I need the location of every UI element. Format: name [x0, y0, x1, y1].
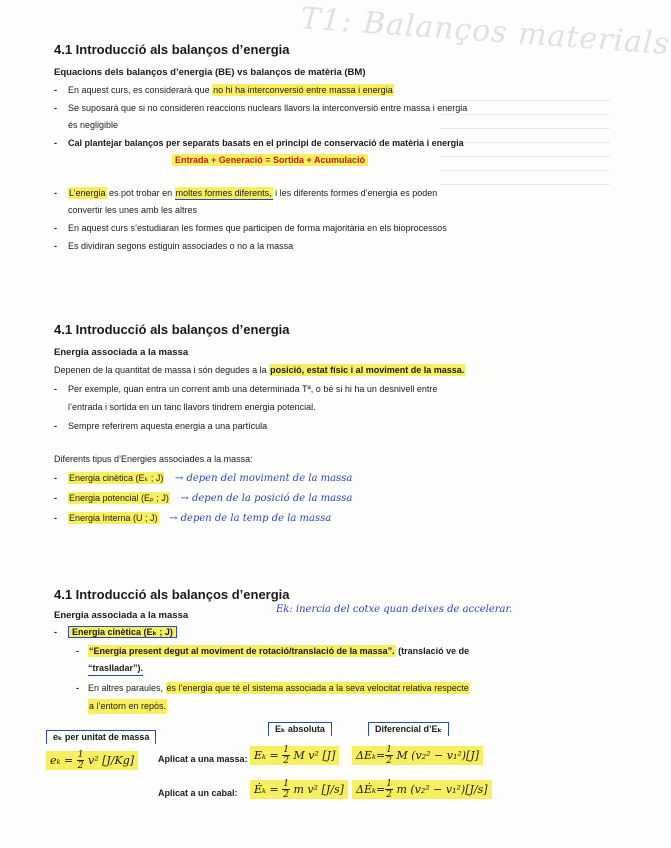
list-item: - L’energia es pot trobar en moltes formes diferents, i les diferents formes d’energia es poden convertir les unes amb les altres: [54, 187, 594, 217]
energy-type-potential: - Energia potencial (Eₚ ; J) → depen de la posició de la massa: [54, 492, 594, 505]
section-title: 4.1 Introducció als balanços d’energia: [54, 42, 290, 57]
section-intro-2: [54, 322, 594, 525]
formula-mass-differential: ΔEₖ= $\frac{1}{2}$ M (v₂² − v₁²)[J]: [352, 745, 483, 766]
section-intro-1: [54, 42, 594, 253]
sub-list-item: - En altres paraules, és l’energia que té el sistema associada a la seva velocitat relativa respecte a l’entorn en repòs.: [54, 682, 594, 714]
list-item: - Es dividiran segons estiguin associades o no a la massa: [54, 240, 594, 253]
list-item: - Per exemple, quan entra un corrent amb una determinada Tª, o bé si hi ha un desnivell entre l’entrada i sortida en un tanc llavors tindrem energia potencial.: [54, 383, 594, 414]
tab-label-absolute: Eₖ absoluta: [268, 722, 332, 736]
section-subtitle: Energia associada a la massa: [54, 610, 189, 621]
bleed-through-handwriting: T1: Balanços materials: [299, 1, 671, 62]
formula-unit-mass: eₖ = $\frac{1}{2}$ v² [J/Kg]: [46, 750, 138, 771]
label-applied-flow: Aplicat a un cabal:: [158, 788, 238, 798]
highlight: no hi ha interconversió entre massa i energia: [213, 85, 393, 95]
paragraph: Depenen de la quantitat de massa i són degudes a la posició, estat físic i al moviment de la massa.: [54, 365, 465, 375]
conservation-formula: Entrada + Generació = Sortida + Acumulació: [54, 154, 594, 167]
formula-flow-absolute: Ėₖ = $\frac{1}{2}$ m v² [J/s]: [250, 779, 348, 800]
list-item: - Se suposarà que si no consideren reaccions nuclears llavors la interconversió entre massa i energia és negligible: [54, 102, 594, 132]
section-subtitle: Equacions dels balanços d’energia (BE) vs balanços de matèria (BM): [54, 67, 366, 78]
section-title: 4.1 Introducció als balanços d’energia: [54, 587, 290, 602]
list-item: - Sempre referirem aquesta energia a una partícula: [54, 420, 594, 433]
handwritten-note: Ek: inercia del cotxe quan deixes de accelerar.: [276, 604, 513, 615]
tab-label-differential: Diferencial d’Eₖ: [368, 722, 449, 736]
formula-flow-differential: ΔĖₖ= $\frac{1}{2}$ m (v₂² − v₁²)[J/s]: [352, 779, 492, 800]
section-subtitle: Energia associada a la massa: [54, 347, 189, 358]
list-item: - Energia cinètica (Eₖ ; J): [54, 626, 594, 639]
list-item: - En aquest curs s’estudiaran les formes que participen de forma majoritària en els bioprocessos: [54, 222, 594, 235]
formula-mass-absolute: Eₖ = $\frac{1}{2}$ M v² [J]: [250, 745, 339, 766]
section-title: 4.1 Introducció als balanços d’energia: [54, 322, 290, 337]
sub-list-item: - “Energia present degut al moviment de rotació/translació de la massa”. (translació ve de “traslladar”).: [54, 645, 594, 676]
subtitle-row: [54, 604, 594, 624]
tab-label-unit-mass: eₖ per unitat de massa: [46, 730, 156, 744]
list-item: - En aquest curs, es considerarà que no hi ha interconversió entre massa i energia: [54, 84, 594, 97]
handwritten-note: → depen del moviment de la massa: [174, 473, 353, 484]
energy-type-kinetic: - Energia cinètica (Eₖ ; J) → depen del moviment de la massa: [54, 472, 594, 485]
list-item: - Cal plantejar balanços per separats basats en el principi de conservació de matèria i energia: [54, 137, 594, 150]
types-title: Diferents tipus d’Energies associades a la massa:: [54, 454, 253, 464]
handwritten-note: → depen de la temp de la massa: [169, 513, 332, 524]
label-applied-mass: Aplicat a una massa:: [158, 754, 248, 764]
energy-type-internal: - Energia Interna (U ; J) → depen de la temp de la massa: [54, 512, 594, 525]
handwritten-note: → depen de la posició de la massa: [180, 493, 353, 504]
section-intro-3: [54, 587, 594, 714]
